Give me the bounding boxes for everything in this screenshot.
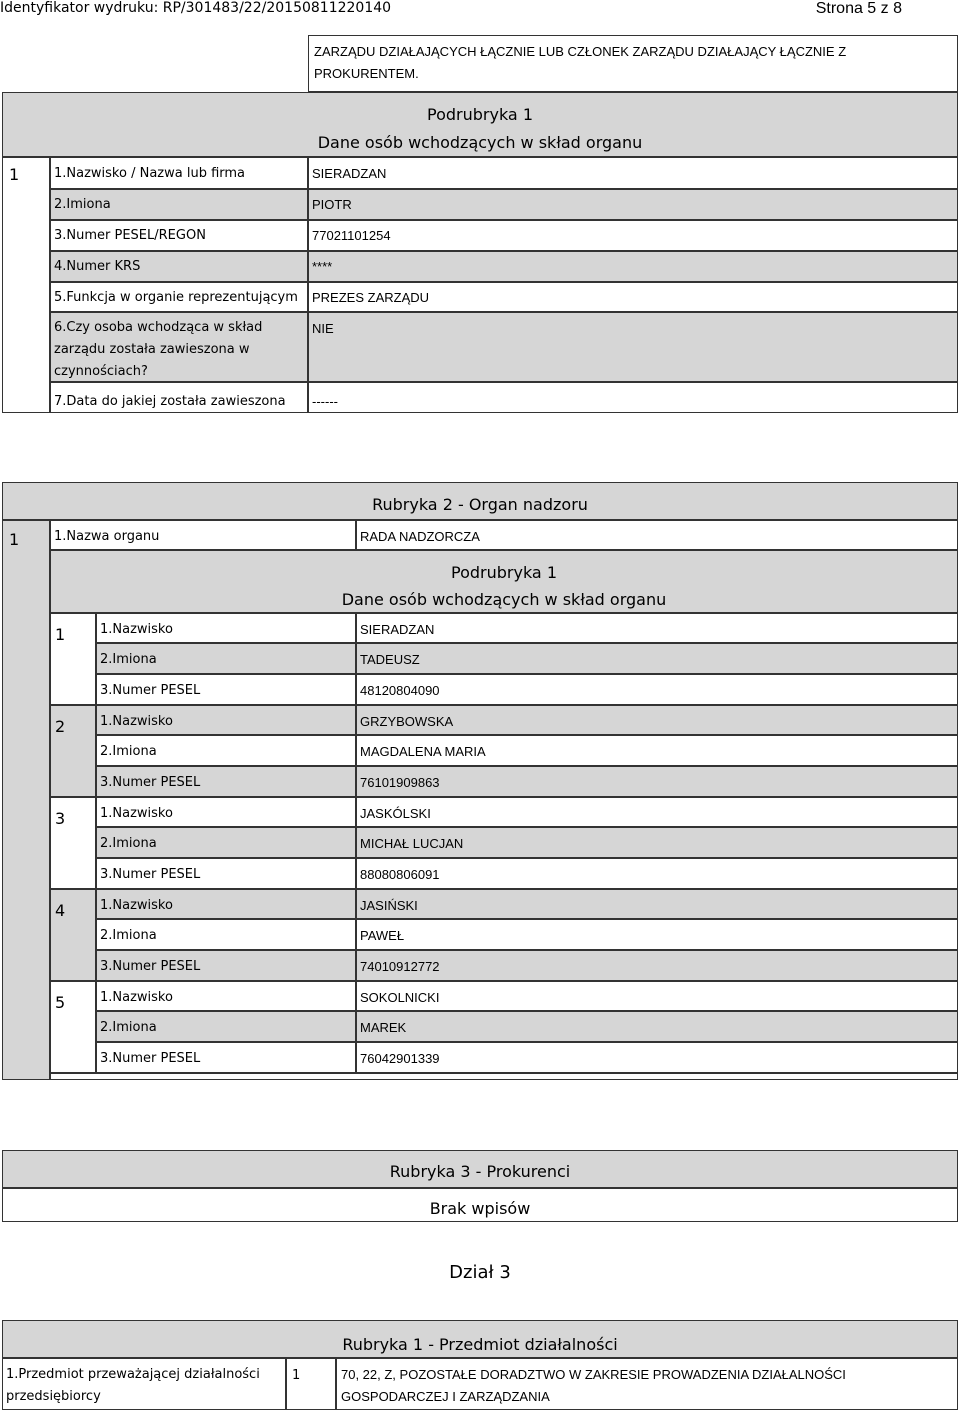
- member-index: 2: [55, 717, 66, 736]
- imiona-value: MAGDALENA MARIA: [360, 744, 486, 759]
- imiona-label: 2.Imiona: [100, 1020, 157, 1035]
- member-label-cell: [96, 950, 356, 981]
- member-label-cell: [96, 643, 356, 674]
- imiona-label: 2.Imiona: [100, 744, 157, 759]
- row-value-cell: [308, 157, 958, 189]
- pesel-value: 74010912772: [360, 959, 440, 974]
- podrubryka-index: 1: [9, 165, 20, 184]
- member-value-cell: [356, 981, 958, 1011]
- member-value-cell: [356, 643, 958, 674]
- rubryka1-header: [2, 1320, 958, 1358]
- row-value: ------: [312, 394, 338, 409]
- organ-label: 1.Nazwa organu: [54, 529, 160, 544]
- member-index: 3: [55, 809, 66, 828]
- imiona-value: MAREK: [360, 1020, 407, 1035]
- member-label-cell: [96, 981, 356, 1011]
- row-value-cell: [308, 382, 958, 413]
- przedmiot-index-cell: [286, 1358, 336, 1410]
- member-label-cell: [96, 858, 356, 889]
- member-label-cell: [96, 613, 356, 643]
- member-value-cell: [356, 705, 958, 735]
- nazwisko-label: 1.Nazwisko: [100, 990, 173, 1005]
- pesel-value: 48120804090: [360, 683, 440, 698]
- print-identifier: Identyfikator wydruku: RP/301483/22/20150811220140: [0, 0, 392, 16]
- row-label: 7.Data do jakiej została zawieszona: [54, 394, 286, 409]
- row-value-cell: [308, 189, 958, 220]
- row-label: 1.Nazwisko / Nazwa lub firma: [54, 166, 246, 181]
- nazwisko-value: JASIŃSKI: [360, 898, 418, 913]
- row-label: 4.Numer KRS: [54, 259, 141, 274]
- member-value-cell: [356, 1011, 958, 1042]
- top-note-box: [308, 35, 958, 92]
- member-value-cell: [356, 1042, 958, 1073]
- member-value-cell: [356, 950, 958, 981]
- row-label: 5.Funkcja w organie reprezentującym: [54, 290, 298, 305]
- nazwisko-label: 1.Nazwisko: [100, 714, 173, 729]
- row-value-cell: [308, 220, 958, 251]
- przedmiot-index: 1: [292, 1368, 301, 1383]
- member-label-cell: [96, 1042, 356, 1073]
- rubryka2-header: [2, 482, 958, 520]
- member-label-cell: [96, 705, 356, 735]
- member-value-cell: [356, 827, 958, 858]
- top-note-line2: PROKURENTEM.: [314, 66, 419, 81]
- przedmiot-value-cell: [336, 1358, 958, 1410]
- member-index: 5: [55, 993, 66, 1012]
- podrubryka-header: [2, 92, 958, 157]
- member-index: 1: [55, 625, 66, 644]
- imiona-label: 2.Imiona: [100, 928, 157, 943]
- rubryka2-index: 1: [9, 530, 20, 549]
- rubryka3-empty: Brak wpisów: [429, 1199, 531, 1218]
- row-label: 6.Czy osoba wchodząca w skład zarządu została zawieszona w czynnościach?: [54, 320, 263, 379]
- row-value: NIE: [312, 321, 334, 336]
- member-value-cell: [356, 674, 958, 705]
- pesel-value: 76101909863: [360, 775, 440, 790]
- member-index-cell: [50, 889, 96, 981]
- rubryka2-title: Rubryka 2 - Organ nadzoru: [372, 495, 588, 514]
- member-index: 4: [55, 901, 66, 920]
- member-label-cell: [96, 919, 356, 950]
- row-value-cell: [308, 251, 958, 282]
- organ-value: RADA NADZORCZA: [360, 529, 480, 544]
- pesel-value: 76042901339: [360, 1051, 440, 1066]
- imiona-value: MICHAŁ LUCJAN: [360, 836, 464, 851]
- pesel-value: 88080806091: [360, 867, 440, 882]
- nazwisko-value: SIERADZAN: [360, 622, 435, 637]
- rubryka2-podrubryka-title: Podrubryka 1: [451, 563, 557, 582]
- podrubryka-title: Podrubryka 1: [427, 105, 533, 124]
- rubryka1-title: Rubryka 1 - Przedmiot działalności: [342, 1335, 618, 1354]
- nazwisko-value: GRZYBOWSKA: [360, 714, 454, 729]
- podrubryka-subtitle: Dane osób wchodzących w skład organu: [317, 133, 643, 152]
- rubryka3-empty-cell: [2, 1188, 958, 1222]
- dzial3-title: Dział 3: [449, 1262, 511, 1283]
- row-label: 3.Numer PESEL/REGON: [54, 228, 206, 243]
- row-value: 77021101254: [312, 228, 391, 243]
- top-note-line1: ZARZĄDU DZIAŁAJĄCYCH ŁĄCZNIE LUB CZŁONEK ZARZĄDU DZIAŁAJĄCY ŁĄCZNIE Z: [314, 44, 847, 59]
- pesel-label: 3.Numer PESEL: [100, 683, 201, 698]
- row-value-cell: [308, 312, 958, 382]
- row-label-cell: [50, 382, 308, 413]
- rubryka3-title: Rubryka 3 - Prokurenci: [389, 1162, 571, 1181]
- przedmiot-value: 70, 22, Z, POZOSTAŁE DORADZTWO W ZAKRESIE PROWADZENIA DZIAŁALNOŚCI GOSPODARCZEJ I ZARZĄDZANIA: [341, 1367, 846, 1404]
- page-number: Strona 5 z 8: [815, 0, 902, 17]
- przedmiot-label-cell: [2, 1358, 286, 1410]
- row-value-cell: [308, 282, 958, 312]
- imiona-value: TADEUSZ: [360, 652, 420, 667]
- row-label-cell: [50, 282, 308, 312]
- member-label-cell: [96, 674, 356, 705]
- row-value: ****: [312, 259, 333, 274]
- rubryka2-podrubryka-header: [50, 550, 958, 613]
- podrubryka-index-cell: [2, 157, 50, 413]
- member-label-cell: [96, 889, 356, 919]
- row-value: PIOTR: [312, 197, 352, 212]
- imiona-label: 2.Imiona: [100, 836, 157, 851]
- member-value-cell: [356, 735, 958, 766]
- rubryka2-index-cell: [2, 520, 50, 1080]
- member-label-cell: [96, 827, 356, 858]
- nazwisko-label: 1.Nazwisko: [100, 898, 173, 913]
- member-value-cell: [356, 889, 958, 919]
- pesel-label: 3.Numer PESEL: [100, 1051, 201, 1066]
- member-index-cell: [50, 705, 96, 797]
- member-index-cell: [50, 981, 96, 1073]
- przedmiot-label: 1.Przedmiot przeważającej działalności przedsiębiorcy: [6, 1367, 260, 1404]
- rubryka3-header: [2, 1150, 958, 1188]
- member-value-cell: [356, 797, 958, 827]
- member-label-cell: [96, 735, 356, 766]
- row-label-cell: [50, 189, 308, 220]
- rubryka2-footer-line: [50, 1073, 958, 1080]
- row-value: PREZES ZARZĄDU: [312, 290, 430, 305]
- member-value-cell: [356, 766, 958, 797]
- row-label-cell: [50, 220, 308, 251]
- member-label-cell: [96, 766, 356, 797]
- member-index-cell: [50, 613, 96, 705]
- member-index-cell: [50, 797, 96, 889]
- nazwisko-label: 1.Nazwisko: [100, 806, 173, 821]
- row-label-cell: [50, 312, 308, 382]
- nazwisko-label: 1.Nazwisko: [100, 622, 173, 637]
- member-label-cell: [96, 797, 356, 827]
- imiona-label: 2.Imiona: [100, 652, 157, 667]
- nazwisko-value: SOKOLNICKI: [360, 990, 440, 1005]
- row-label: 2.Imiona: [54, 197, 111, 212]
- rubryka2-podrubryka-subtitle: Dane osób wchodzących w skład organu: [341, 590, 667, 609]
- row-value: SIERADZAN: [312, 166, 387, 181]
- pesel-label: 3.Numer PESEL: [100, 959, 201, 974]
- member-value-cell: [356, 919, 958, 950]
- pesel-label: 3.Numer PESEL: [100, 775, 201, 790]
- imiona-value: PAWEŁ: [360, 928, 405, 943]
- organ-label-cell: [50, 520, 356, 550]
- row-label-cell: [50, 157, 308, 189]
- row-label-cell: [50, 251, 308, 282]
- member-value-cell: [356, 613, 958, 643]
- organ-value-cell: [356, 520, 958, 550]
- nazwisko-value: JASKÓLSKI: [360, 806, 431, 821]
- pesel-label: 3.Numer PESEL: [100, 867, 201, 882]
- member-label-cell: [96, 1011, 356, 1042]
- member-value-cell: [356, 858, 958, 889]
